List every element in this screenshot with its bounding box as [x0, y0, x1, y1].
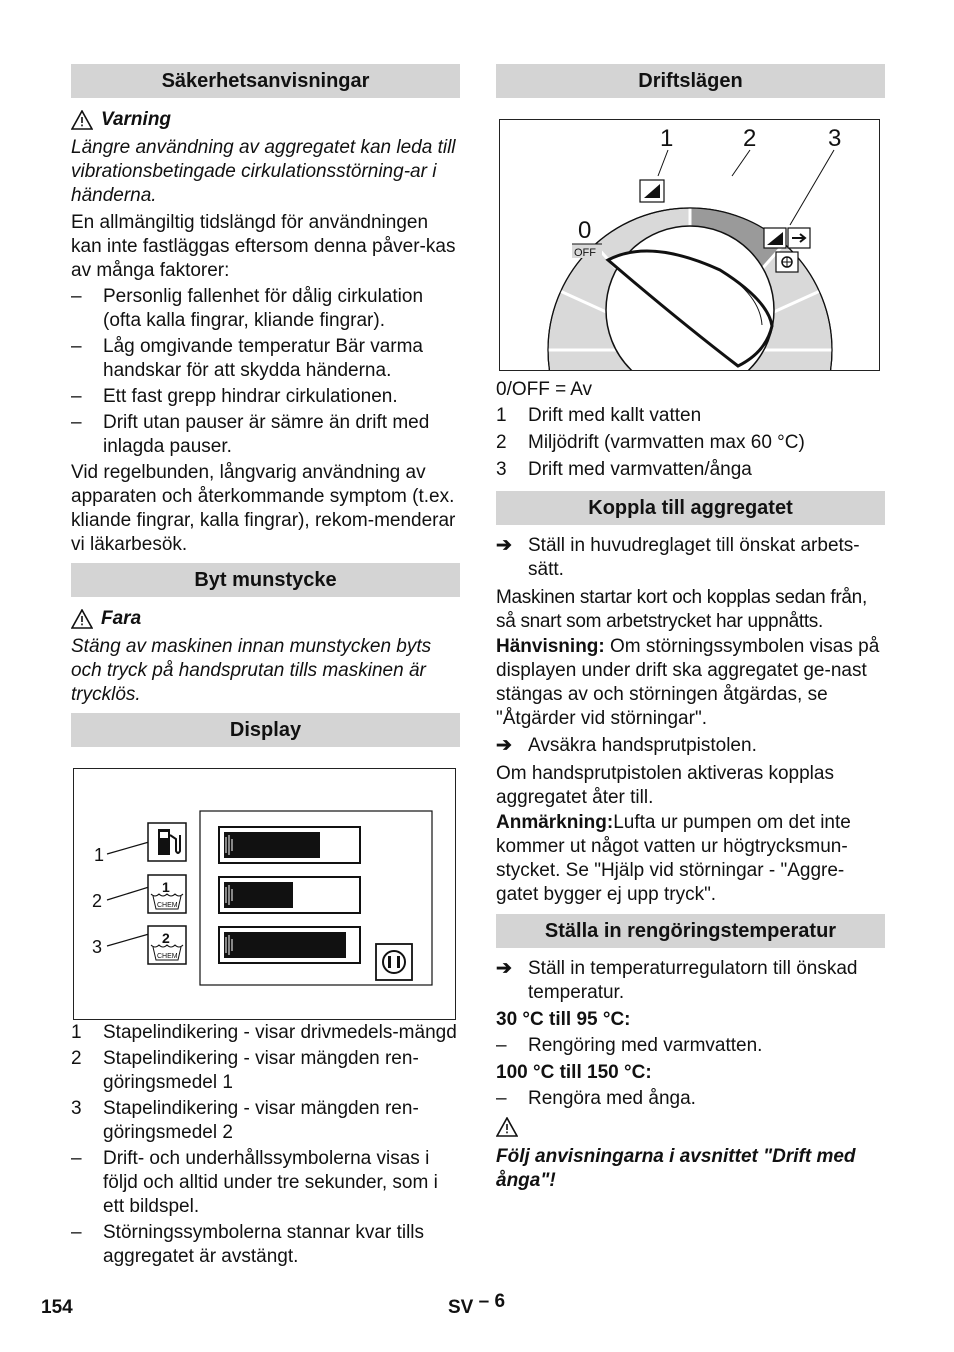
list-item: 3 Stapelindikering - visar mängden ren-göringsmedel 2: [71, 1098, 419, 1143]
service-icon: [376, 944, 412, 980]
note-paragraph: [496, 635, 885, 731]
note-label: Hänvisning:: [496, 636, 605, 657]
list-item: – Drift utan pauser är sämre än drift med inlagda pauser.: [71, 412, 430, 457]
detergent-2-level-bar: [219, 927, 360, 963]
list-item: – Drift- och underhållssymbolerna visas i följd och alltid under tre sekunder, som i ett bildspel.: [71, 1148, 438, 1217]
arrow-right-icon: ➔: [496, 535, 512, 556]
callout-1: 1: [94, 845, 105, 865]
language-code: SV: [448, 1297, 474, 1318]
list-item: 1 Stapelindikering - visar drivmedels-mängd: [71, 1022, 457, 1043]
start-text: Maskinen startar kort och kopplas sedan från, så snart som arbetstrycket har uppnåtts.: [496, 587, 867, 632]
safety-heading: Säkerhetsanvisningar: [71, 64, 460, 98]
hot-water-icon: [764, 228, 810, 248]
fuel-level-bar: [219, 827, 360, 863]
dial-label-3: 3: [828, 125, 842, 152]
footer-language: [448, 1291, 506, 1320]
step-item: ➔ Ställ in huvudreglaget till önskat arbets-sätt.: [496, 535, 860, 580]
list-item: – Rengöra med ånga.: [496, 1088, 696, 1109]
list-item: 0/OFF = Av: [496, 379, 593, 400]
arrow-right-icon: ➔: [496, 958, 512, 979]
list-item: – Låg omgivande temperatur Bär varma handskar för att skydda händerna.: [71, 336, 423, 381]
warning-text: Längre användning av aggregatet kan leda till vibrationsbetingade cirkulationsstörning-ar i händerna.: [71, 137, 456, 206]
steam-warning-text: Följ anvisningarna i avsnittet "Drift med ånga"!: [496, 1146, 856, 1191]
factors-intro: En allmängiltig tidslängd för användningen kan inte fastläggas eftersom denna påver-kas av många faktorer:: [71, 212, 456, 281]
fuel-pump-icon: [148, 823, 186, 861]
range-1-label: 30 °C till 95 °C:: [496, 1009, 631, 1030]
list-item: 2 Stapelindikering - visar mängden ren-göringsmedel 1: [71, 1048, 419, 1093]
detergent-2-icon: [148, 926, 186, 964]
eco-icon: [718, 180, 742, 202]
connect-heading: Koppla till aggregatet: [496, 491, 885, 525]
modes-legend: [496, 378, 885, 482]
page-number: 154: [41, 1297, 73, 1318]
svg-text:CHEM: CHEM: [157, 902, 178, 909]
step-item: ➔ Ställ in temperaturregulatorn till önskad temperatur.: [496, 958, 858, 1003]
callout-2: 2: [92, 891, 103, 911]
dial-label-0: 0: [578, 217, 592, 244]
temperature-heading: Ställa in rengöringstemperatur: [496, 914, 885, 948]
svg-text:1: 1: [162, 879, 170, 895]
warning-triangle-icon: [496, 1117, 518, 1137]
list-item: 2 Miljödrift (varmvatten max 60 °C): [496, 432, 805, 453]
list-item: 1 Drift med kallt vatten: [496, 405, 702, 426]
factors-list: [71, 285, 460, 459]
callout-3: 3: [92, 937, 103, 957]
svg-text:2: 2: [162, 930, 170, 946]
modes-heading: Driftslägen: [496, 64, 885, 98]
note-text: Om störningssymbolen visas på displayen under drift ska aggregatet ge-nast stängas av och störningen åtgärdas, se "Åtgärder vid störningar".: [496, 636, 880, 729]
danger-heading: [71, 607, 460, 631]
detergent-1-icon: [148, 875, 186, 913]
svg-text:eco: eco: [725, 190, 735, 196]
svg-text:CHEM: CHEM: [157, 953, 178, 960]
right-column: [496, 64, 885, 1193]
display-figure: [73, 768, 456, 1020]
display-diagram: [74, 769, 455, 1019]
list-item: – Störningssymbolerna stannar kvar tills aggregatet är avstängt.: [71, 1222, 425, 1267]
steam-warning-symbol: [496, 1117, 885, 1139]
advice-text: Vid regelbunden, långvarig användning av apparaten och återkommande symptom (t.ex. kliande fingrar, kalla fingrar), rekom-menderar vi läkarbesök.: [71, 462, 456, 555]
step-item: ➔ Avsäkra handsprutpistolen.: [496, 735, 757, 756]
left-column: [71, 64, 460, 1269]
danger-label: Fara: [101, 608, 142, 629]
mode-dial-diagram: [500, 120, 879, 370]
warning-triangle-icon: [71, 110, 93, 130]
list-item: – Ett fast grepp hindrar cirkulationen.: [71, 386, 398, 407]
section-page: – 6: [478, 1291, 506, 1312]
list-item: 3 Drift med varmvatten/ånga: [496, 459, 752, 480]
steam-icon: [776, 252, 798, 272]
remark-label: Anmärkning:: [496, 812, 614, 833]
list-item: – Personlig fallenhet för dålig cirkulation (ofta kalla fingrar, kliande fingrar).: [71, 286, 424, 331]
reactivate-text: Om handsprutpistolen aktiveras kopplas aggregatet åter till.: [496, 763, 834, 808]
warning-heading: [71, 108, 460, 132]
danger-text: Stäng av maskinen innan munstycken byts och tryck på handsprutan tills maskinen är trycklös.: [71, 636, 432, 705]
list-item: – Rengöring med varmvatten.: [496, 1035, 763, 1056]
display-heading: Display: [71, 713, 460, 747]
arrow-right-icon: ➔: [496, 735, 512, 756]
detergent-1-level-bar: [219, 877, 360, 913]
dial-off-label: OFF: [574, 247, 596, 259]
remark-text: Lufta ur pumpen om det inte kommer ut något vatten ur högtrycksmun-stycket. Se "Hjälp vid störningar - "Aggre-gatet bygger ej upp tryck".: [496, 812, 851, 905]
warning-triangle-icon: [71, 609, 93, 629]
dial-label-1: 1: [660, 125, 674, 152]
nozzle-heading: Byt munstycke: [71, 563, 460, 597]
remark-paragraph: [496, 811, 885, 907]
dial-label-2: 2: [743, 125, 757, 152]
mode-dial-figure: [499, 119, 880, 371]
warning-label: Varning: [101, 109, 172, 130]
cold-water-icon: [640, 180, 664, 202]
range-2-label: 100 °C till 150 °C:: [496, 1062, 652, 1083]
display-legend: [71, 1021, 460, 1269]
